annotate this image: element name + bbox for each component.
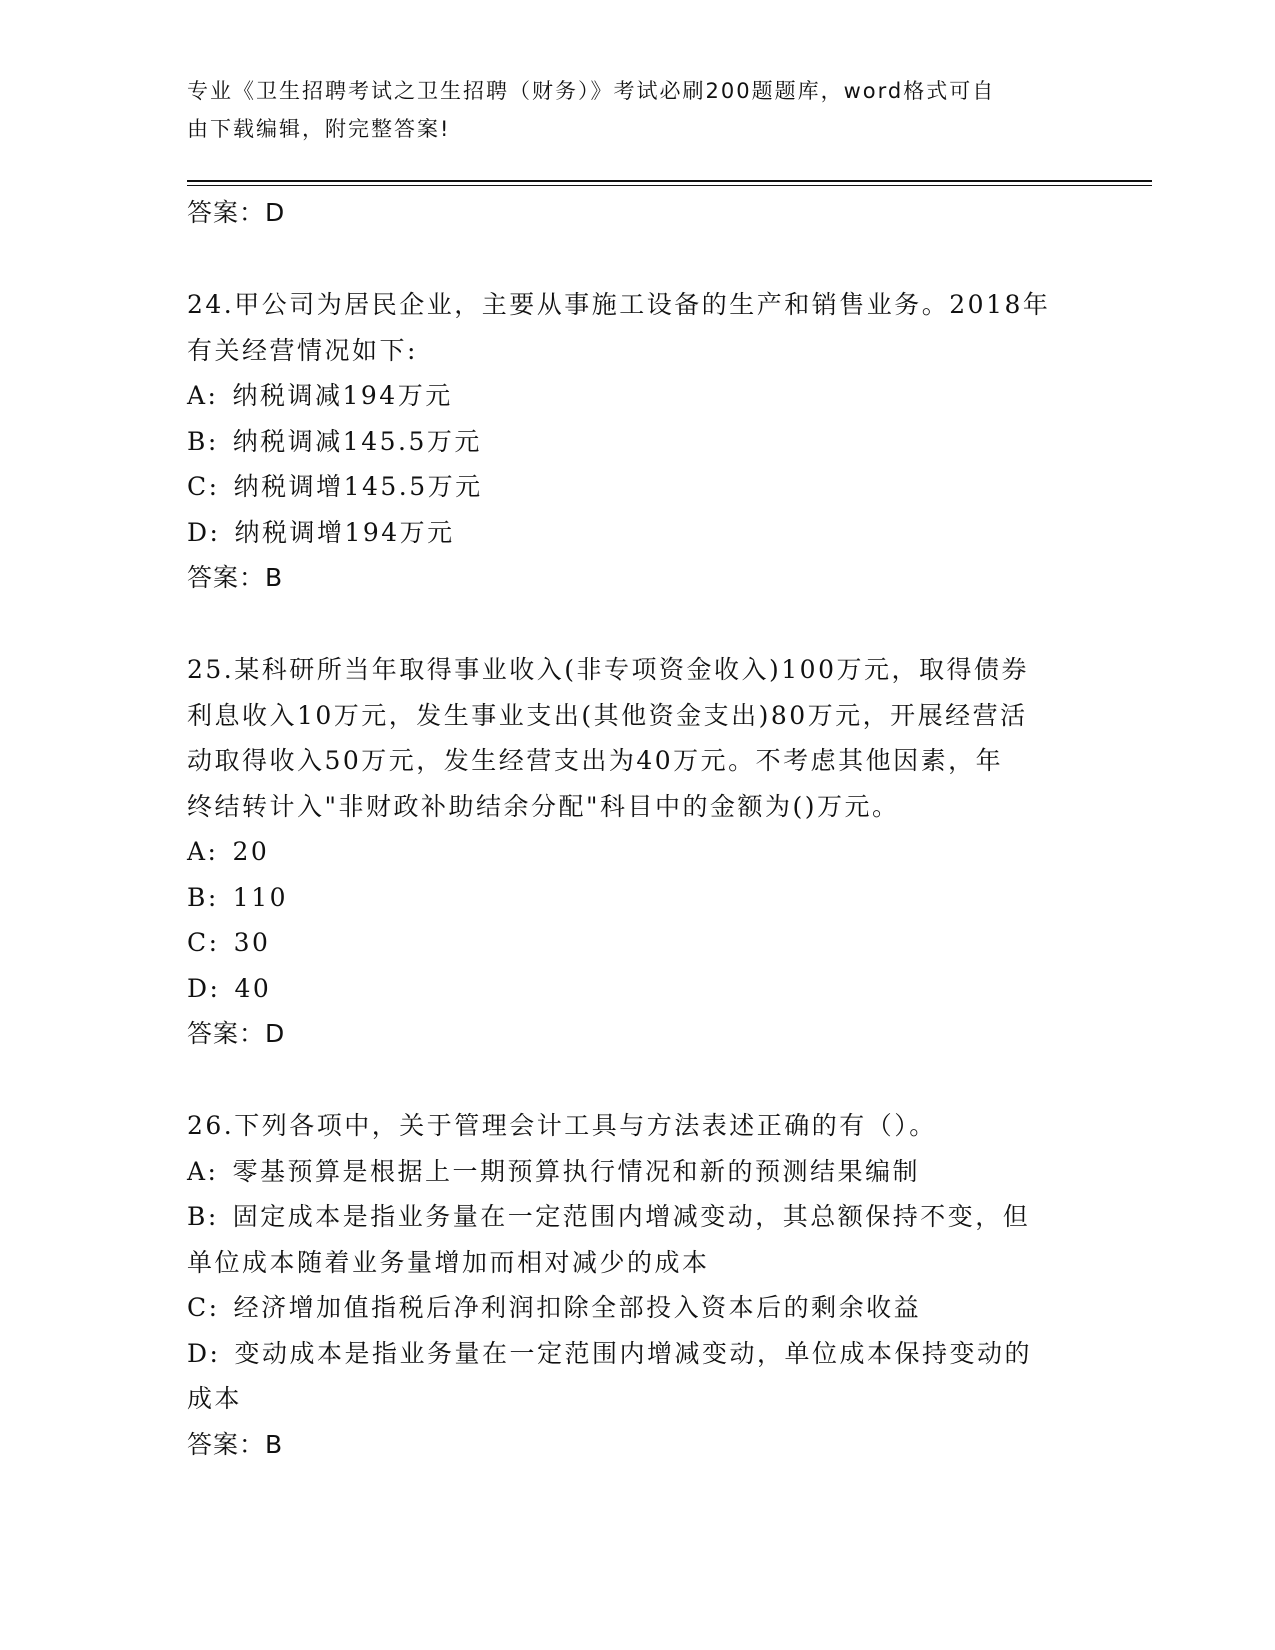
option-d (187, 1331, 1087, 1377)
question-25 (187, 647, 1087, 1057)
question-24 (187, 282, 1087, 601)
option-letter: C: (187, 472, 220, 501)
option-b-continued: 单位成本随着业务量增加而相对减少的成本 (187, 1247, 710, 1277)
option-letter: D: (187, 1338, 221, 1368)
option-b (187, 1194, 1087, 1240)
option-d (187, 966, 1087, 1012)
page-header (187, 72, 1067, 148)
header-line-1: 专业《卫生招聘考试之卫生招聘（财务）》考试必刷200题题库，word格式可自 (187, 79, 996, 103)
question-text-line: 24.甲公司为居民企业，主要从事施工设备的生产和销售业务。2018年 (187, 290, 1051, 319)
previous-answer: 答案：D (187, 198, 286, 227)
option-d-continued: 成本 (187, 1384, 243, 1413)
question-text-line: 26.下列各项中，关于管理会计工具与方法表述正确的有（）。 (187, 1111, 937, 1140)
option-text: 经济增加值指税后净利润扣除全部投入资本后的剩余收益 (233, 1293, 922, 1322)
option-text: 20 (232, 837, 270, 866)
question-text-line: 终结转计入"非财政补助结余分配"科目中的金额为()万元。 (187, 791, 900, 821)
header-line-2: 由下载编辑，附完整答案! (187, 117, 451, 141)
option-text: 零基预算是根据上一期预算执行情况和新的预测结果编制 (232, 1156, 920, 1186)
option-letter: D: (187, 973, 221, 1003)
option-letter: C: (187, 1293, 220, 1322)
option-text: 30 (233, 928, 271, 957)
question-26 (187, 1103, 1087, 1468)
option-text: 固定成本是指业务量在一定范围内增减变动，其总额保持不变，但 (232, 1202, 1031, 1231)
option-text: 纳税调减194万元 (232, 381, 453, 410)
option-letter: A: (187, 837, 219, 866)
question-text-line: 25.某科研所当年取得事业收入(非专项资金收入)100万元，取得债券 (187, 655, 1029, 684)
question-text-line: 利息收入10万元，发生事业支出(其他资金支出)80万元，开展经营活 (187, 700, 1028, 730)
option-letter: B: (187, 882, 219, 912)
option-letter: A: (187, 381, 219, 410)
option-text: 110 (232, 882, 289, 912)
option-text: 40 (234, 973, 272, 1003)
option-letter: D: (187, 517, 221, 547)
option-c (187, 464, 1087, 510)
option-text: 纳税调增194万元 (234, 517, 455, 547)
answer: 答案：B (187, 563, 284, 592)
question-text-line: 有关经营情况如下: (187, 335, 418, 365)
option-a (187, 1149, 1087, 1195)
option-letter: B: (187, 1202, 219, 1231)
option-letter: B: (187, 426, 219, 456)
question-text-line: 动取得收入50万元，发生经营支出为40万元。不考虑其他因素，年 (187, 746, 1004, 775)
option-b (187, 419, 1087, 465)
option-text: 纳税调减145.5万元 (232, 426, 482, 456)
option-letter: C: (187, 928, 220, 957)
option-letter: A: (187, 1156, 219, 1186)
option-b (187, 875, 1087, 921)
answer: 答案：B (187, 1429, 284, 1459)
document-body (187, 190, 1087, 1468)
option-text: 变动成本是指业务量在一定范围内增减变动，单位成本保持变动的 (234, 1338, 1032, 1368)
header-divider-thin (187, 185, 1152, 186)
option-d (187, 510, 1087, 556)
answer: 答案：D (187, 1019, 286, 1048)
option-text: 纳税调增145.5万元 (233, 472, 483, 501)
option-c (187, 1285, 1087, 1331)
option-a (187, 829, 1087, 875)
option-c (187, 920, 1087, 966)
option-a (187, 373, 1087, 419)
header-divider-thick (187, 180, 1152, 182)
